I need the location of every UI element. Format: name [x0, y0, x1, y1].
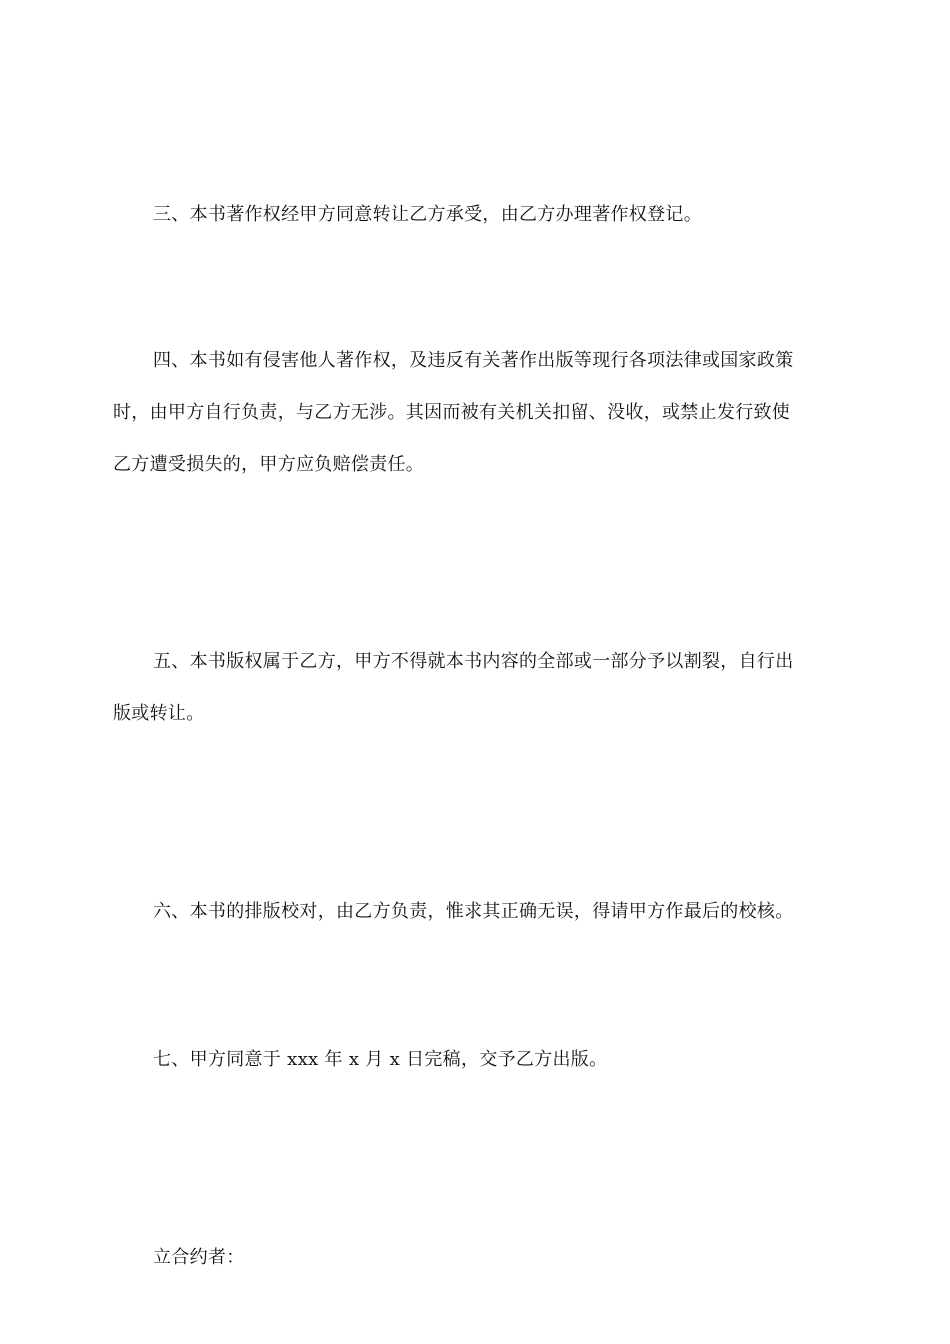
clause-3-line-1: 三、本书著作权经甲方同意转让乙方承受，由乙方办理著作权登记。 [153, 204, 702, 225]
clause-5-line-2: 版或转让。 [113, 703, 205, 724]
clause-7-paragraph [113, 1034, 837, 1086]
clause-6-line-1: 六、本书的排版校对，由乙方负责，惟求其正确无误，得请甲方作最后的校核。 [153, 901, 794, 922]
clause-4-line-2: 时，由甲方自行负责，与乙方无涉。其因而被有关机关扣留、没收，或禁止发行致使 [113, 402, 791, 423]
clause-7-line-1: 七、甲方同意于 xxx 年 x 月 x 日完稿，交予乙方出版。 [153, 1049, 608, 1070]
clause-5-line-1: 五、本书版权属于乙方，甲方不得就本书内容的全部或一部分予以割裂，自行出 [153, 651, 794, 672]
clause-5-paragraph [113, 636, 837, 740]
clause-4-line-1: 四、本书如有侵害他人著作权，及违反有关著作出版等现行各项法律或国家政策 [153, 350, 794, 371]
clause-4-line-3: 乙方遭受损失的，甲方应负赔偿责任。 [113, 454, 425, 475]
signature-label: 立合约者： [153, 1247, 245, 1268]
signature-block [113, 1232, 837, 1284]
clause-3-paragraph [113, 189, 837, 241]
clause-6-paragraph [113, 886, 837, 938]
clause-4-paragraph [113, 335, 837, 491]
